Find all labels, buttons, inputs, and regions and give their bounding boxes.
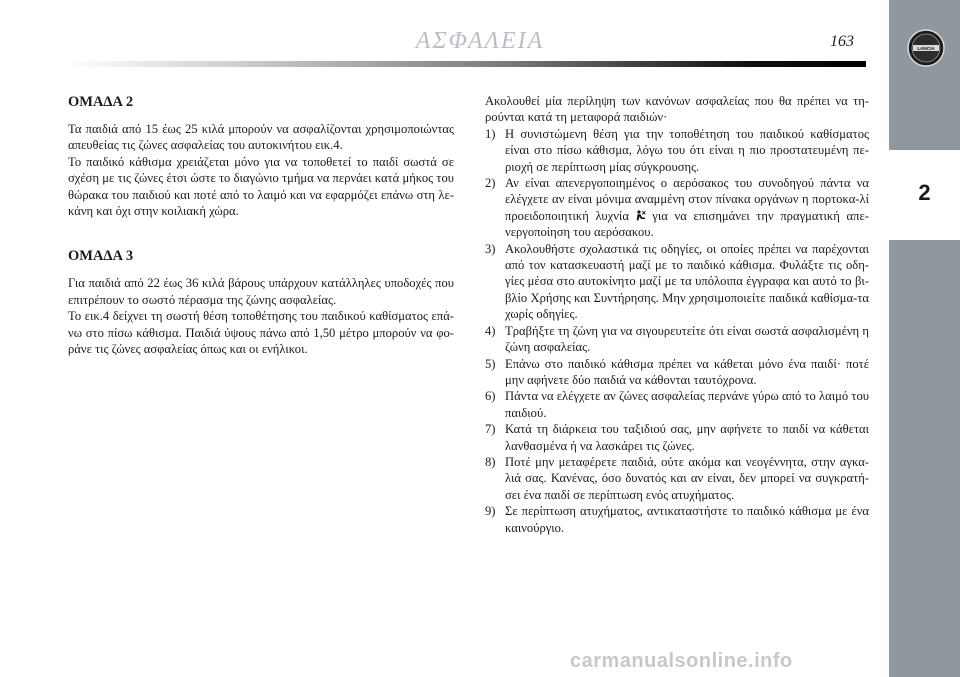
list-item [485, 503, 869, 536]
list-item [485, 175, 869, 241]
section-title: ΑΣΦΑΛΕΙΑ [415, 28, 545, 54]
list-item [485, 323, 869, 356]
list-item [485, 421, 869, 454]
list-item-number: 7) [485, 422, 496, 437]
logo-text: LANCIA [917, 46, 935, 51]
list-item-text: Πάντα να ελέγχετε αν ζώνες ασφαλείας περνάνε γύρω από το λαιμό του παιδιού. [505, 389, 869, 420]
list-item-number: 4) [485, 323, 496, 338]
left-column [68, 93, 454, 357]
group2-paragraph: Τα παιδιά από 15 έως 25 κιλά μπορούν να ασφαλίζονται χρησιμοποιώντας απευθείας τις ζώνες ασφαλείας του αυτοκινήτου εικ.4. [68, 122, 454, 153]
list-item-text: Κατά τη διάρκεια του ταξιδιού σας, μην αφήνετε το παιδί να κάθεται λανθασμένα ή να λασκάρει τις ζώνες. [505, 422, 869, 453]
group3-heading: ΟΜΑΔΑ 3 [68, 248, 134, 265]
list-item-number: 9) [485, 504, 496, 519]
group2-paragraph: Το παιδικό κάθισμα χρειάζεται μόνο για να τοποθετεί το παιδί σωστά σε σχέση με τις ζώνες έτσι ώστε το διαγώνιο τμήμα να περνάει κατά μήκος του θώρακα του παιδιού και ποτέ από το λαιμό και να εφαρμόζει επάνω στη λε-κάνη και όχι στην κοιλιακή χώρα. [68, 154, 454, 219]
rules-intro: Ακολουθεί μία περίληψη των κανόνων ασφαλείας που θα πρέπει να τη-ρούνται κατά τη μεταφορά παιδιών· [485, 94, 869, 125]
list-item-number: 6) [485, 389, 496, 404]
list-item-text: Η συνιστώμενη θέση για την τοποθέτηση του παιδικού καθίσματος είναι στο πίσω κάθισμα, λόγω του ότι είναι η πιο προστατευμένη πε-ριοχή σε περίπτωση μίας σύγκρουσης. [505, 126, 869, 174]
list-item-number: 3) [485, 241, 496, 256]
watermark: carmanualsonline.info [570, 650, 793, 672]
list-item-text: για να επισημάνει την πραγματική απε-νεργοποίηση του αερόσακου. [505, 208, 869, 240]
list-item-number: 2) [485, 176, 496, 191]
safety-rules-list [485, 126, 869, 536]
chapter-side-tab [889, 0, 960, 677]
list-item-text: Ακολουθήστε σχολαστικά τις οδηγίες, οι οποίες πρέπει να παρέχονται από τον κατασκευαστή μαζί με το παιδικό κάθισμα. Φυλάξτε τις οδη-γίες μέσα στο αυτοκίνητο μαζί με τα υπόλοιπα έγγραφα και αυτό το βι-βλίο Χρήσης και Συντήρησης. Μην χρησιμοποιείτε παιδικά καθίσμα-τα χωρίς οδηγίες. [505, 241, 869, 322]
right-column [485, 93, 869, 536]
header-rule [66, 61, 866, 67]
list-item [485, 454, 869, 503]
list-item-number: 5) [485, 356, 496, 371]
group2-heading: ΟΜΑΔΑ 2 [68, 94, 134, 110]
list-item [485, 356, 869, 389]
list-item-text: Τραβήξτε τη ζώνη για να σιγουρευτείτε ότι είναι σωστά ασφαλισμένη η ζώνη ασφαλείας. [505, 323, 869, 355]
list-item [485, 126, 869, 175]
airbag-off-warning-icon [636, 210, 646, 221]
list-item-text: Σε περίπτωση ατυχήματος, αντικαταστήστε το παιδικό κάθισμα με ένα καινούργιο. [505, 504, 869, 535]
lancia-logo-icon [906, 28, 946, 68]
list-item [485, 241, 869, 323]
list-item [485, 388, 869, 421]
list-item-number: 1) [485, 126, 496, 141]
list-item-number: 8) [485, 454, 496, 469]
list-item-text: Ποτέ μην μεταφέρετε παιδιά, ούτε ακόμα και νεογέννητα, στην αγκα-λιά σας. Κανένας, όσο δυνατός και αν είναι, δεν μπορεί να συγκρατή-σει ένα παιδί σε περίπτωση ενός ατυχήματος. [505, 454, 869, 502]
group3-paragraph: Για παιδιά από 22 έως 36 κιλά βάρους υπάρχουν κατάλληλες υποδοχές που επιτρέπουν το σωστό πέρασμα της ζώνης ασφαλείας. [68, 276, 454, 307]
page-number: 163 [830, 33, 854, 50]
list-item-text: Επάνω στο παιδικό κάθισμα πρέπει να κάθεται μόνο ένα παιδί· ποτέ μην αφήνετε δύο παιδιά να κάθονται ταυτόχρονα. [505, 356, 869, 387]
group3-paragraph: Το εικ.4 δείχνει τη σωστή θέση τοποθέτησης του παιδικού καθίσματος επά-νω στο πίσω κάθισμα. Παιδιά ύψους πάνω από 1,50 μέτρο μπορούν να φο-ράνε τις ζώνες ασφαλείας όπως και οι ενήλικοι. [68, 309, 454, 357]
list-item-text: Αν είναι απενεργοποιημένος ο αερόσακος του συνοδηγού πάντα να ελέγχετε αν είναι μόνιμα αναμμένη στον πίνακα οργάνων η πορτοκα-λί προειδοποιητική λυχνία [505, 176, 869, 223]
chapter-number: 2 [918, 180, 931, 205]
